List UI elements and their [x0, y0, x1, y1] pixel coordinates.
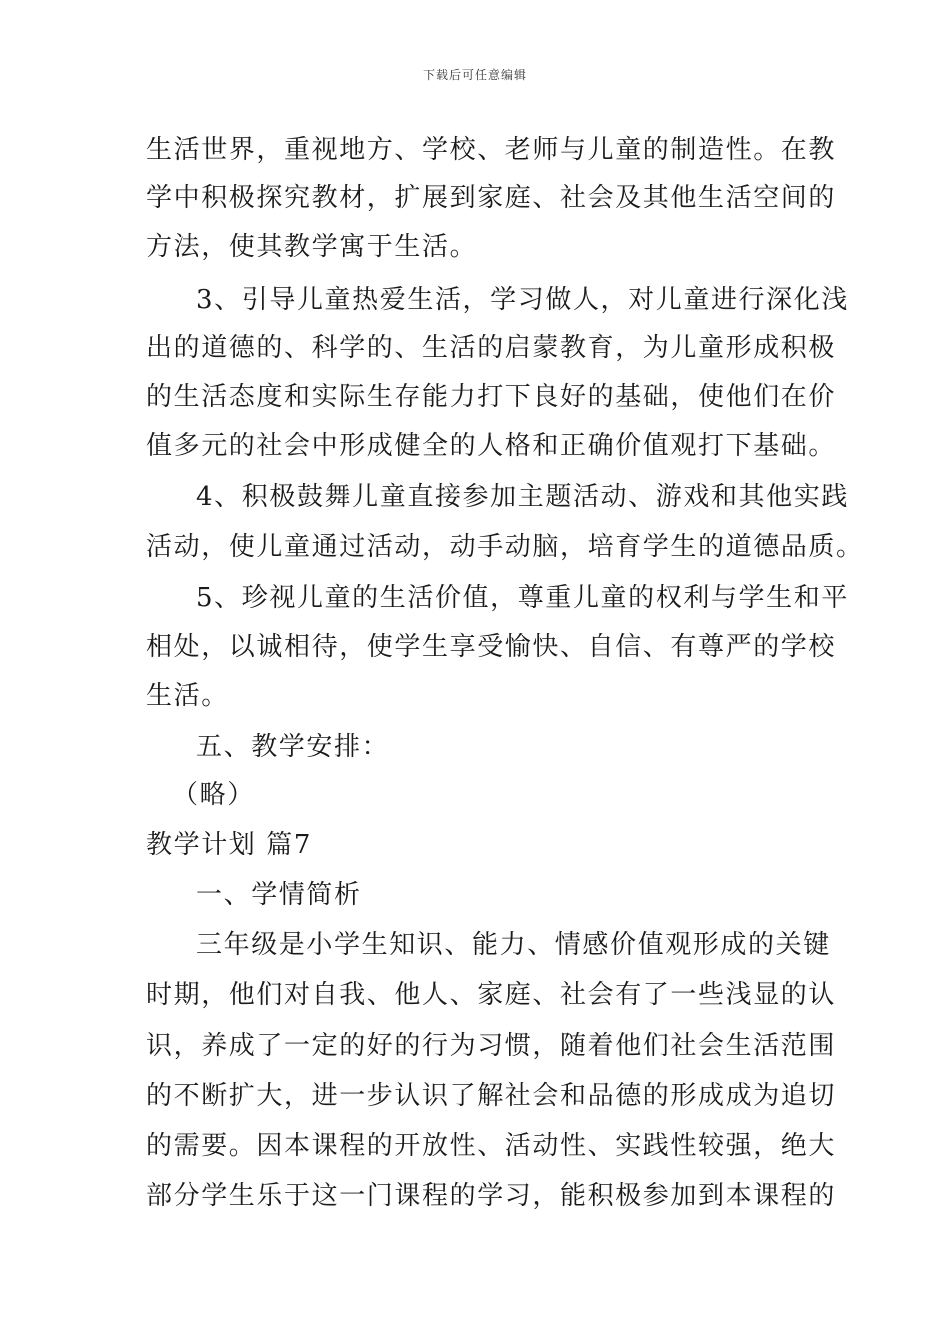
plan-title: 教学计划 篇7 — [146, 830, 313, 860]
text-line: （略） — [172, 780, 255, 810]
text-line: 部分学生乐于这一门课程的学习，能积极参加到本课程的 — [146, 1181, 837, 1211]
text-line: 的生活态度和实际生存能力打下良好的基础，使他们在价 — [146, 382, 837, 412]
text-line: 方法，使其教学寓于生活。 — [146, 232, 478, 262]
text-line: 生活世界，重视地方、学校、老师与儿童的制造性。在教 — [146, 135, 837, 165]
text-line: 三年级是小学生知识、能力、情感价值观形成的关键 — [196, 930, 831, 960]
text-line: 4、积极鼓舞儿童直接参加主题活动、游戏和其他实践 — [196, 482, 849, 512]
text-line: 活动，使儿童通过活动，动手动脑，培育学生的道德品质。 — [146, 532, 864, 562]
text-line: 学中积极探究教材，扩展到家庭、社会及其他生活空间的 — [146, 183, 837, 213]
page-header: 下载后可任意编辑 — [422, 68, 527, 82]
text-line: 生活。 — [146, 681, 229, 711]
section-heading: 五、教学安排： — [196, 732, 390, 762]
text-line: 时期，他们对自我、他人、家庭、社会有了一些浅显的认 — [146, 980, 837, 1010]
text-line: 相处，以诚相待，使学生享受愉快、自信、有尊严的学校 — [146, 632, 837, 662]
text-line: 5、珍视儿童的生活价值，尊重儿童的权利与学生和平 — [196, 583, 849, 613]
text-line: 的需要。因本课程的开放性、活动性、实践性较强，绝大 — [146, 1131, 837, 1161]
text-line: 3、引导儿童热爱生活，学习做人，对儿童进行深化浅 — [196, 285, 849, 315]
text-line: 的不断扩大，进一步认识了解社会和品德的形成成为追切 — [146, 1081, 837, 1111]
text-line: 出的道德的、科学的、生活的启蒙教育，为儿童形成积极 — [146, 333, 837, 363]
section-heading: 一、学情简析 — [196, 880, 362, 910]
text-line: 值多元的社会中形成健全的人格和正确价值观打下基础。 — [146, 431, 837, 461]
text-line: 识，养成了一定的好的行为习惯，随着他们社会生活范围 — [146, 1031, 837, 1061]
